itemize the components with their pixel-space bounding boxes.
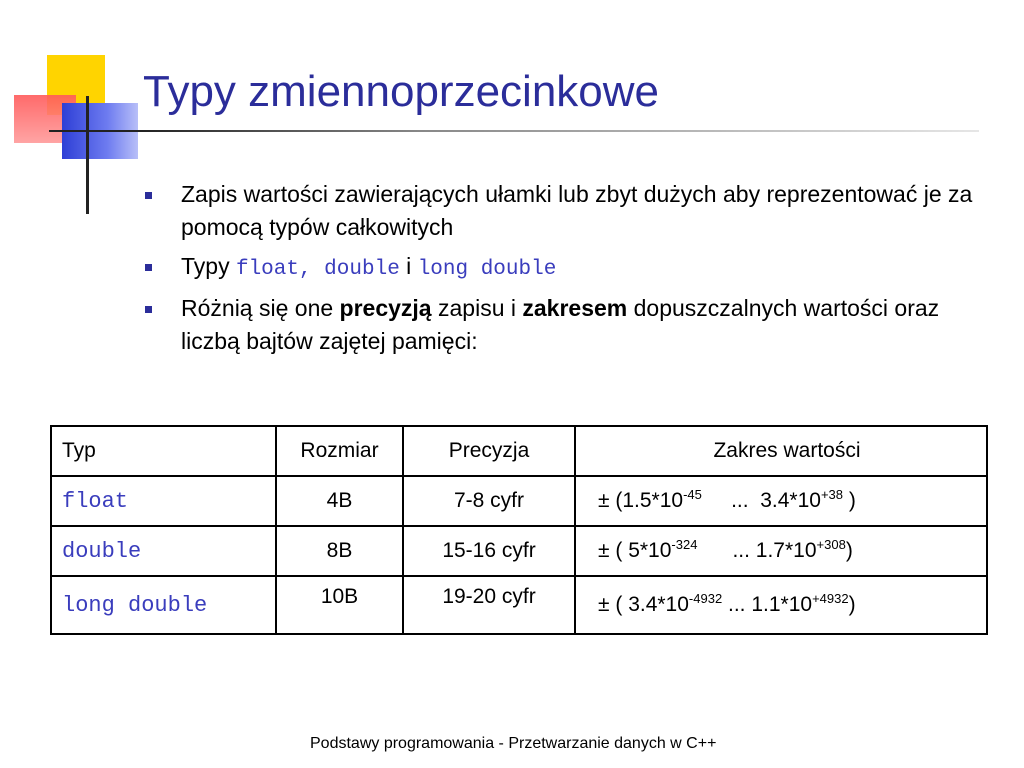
plus-minus: ± (598, 593, 610, 616)
range-cell (575, 526, 987, 576)
title-underline (49, 130, 979, 132)
deco-vertical-line (86, 96, 89, 214)
bullet-item-2 (143, 250, 983, 286)
range-min: (1.5*10 (609, 489, 684, 512)
header-cell-type: Typ (51, 426, 276, 476)
size-cell: 4B (276, 476, 403, 526)
range-close: ) (848, 593, 856, 616)
precision-cell: 7-8 cyfr (403, 476, 575, 526)
range-min-exp: -4932 (688, 591, 723, 606)
slide-title: Typy zmiennoprzecinkowe (143, 67, 660, 116)
size-cell: 8B (276, 526, 403, 576)
slide-footer: Podstawy programowania - Przetwarzanie danych w C++ (310, 735, 717, 752)
range-max-exp: +308 (816, 537, 846, 552)
table-header-row (51, 426, 987, 476)
range-min: ( 5*10 (609, 539, 672, 562)
bullet-text: Różnią się one (181, 295, 340, 321)
header-cell-size: Rozmiar (276, 426, 403, 476)
range-close: ) (845, 539, 853, 562)
decorative-logo (0, 0, 160, 220)
range-min-exp: -324 (671, 537, 698, 552)
bullet-list (143, 178, 983, 364)
bullet-text: dopuszczalnych wartości oraz liczbą bajtów zajętej pamięci: (181, 295, 940, 354)
header-cell-precision: Precyzja (403, 426, 575, 476)
bullet-item-3 (143, 292, 983, 358)
precision-cell: 15-16 cyfr (403, 526, 575, 576)
range-max: ... 1.7*10 (697, 539, 817, 562)
range-max: ... 1.1*10 (722, 593, 813, 616)
bullet-text: zapisu i (431, 295, 523, 321)
bold-range: zakresem (522, 295, 628, 321)
code-long-double: long double (417, 258, 557, 281)
range-cell (575, 476, 987, 526)
bullet-marker (145, 306, 152, 313)
plus-minus: ± (598, 489, 610, 512)
bullet-text-conj: i (399, 253, 418, 279)
header-cell-range: Zakres wartości (575, 426, 987, 476)
range-max-exp: +4932 (812, 591, 849, 606)
plus-minus: ± (598, 539, 610, 562)
range-max: ... 3.4*10 (701, 489, 821, 512)
code-float-double: float, double (235, 258, 400, 281)
bullet-text: Zapis wartości zawierających ułamki lub zbyt dużych aby reprezentować je za pomocą typów całkowitych (181, 181, 973, 240)
precision-cell: 19-20 cyfr (403, 576, 575, 634)
bullet-marker (145, 264, 152, 271)
range-min: ( 3.4*10 (609, 593, 689, 616)
size-cell: 10B (276, 576, 403, 634)
type-name: double (62, 538, 142, 564)
type-name: float (62, 488, 129, 514)
table-row (51, 476, 987, 526)
bullet-marker (145, 192, 152, 199)
range-cell (575, 576, 987, 634)
type-name: long double (62, 592, 208, 618)
bullet-text: Typy (181, 253, 236, 279)
float-types-table (50, 425, 988, 635)
table-row (51, 526, 987, 576)
bold-precision: precyzją (339, 295, 432, 321)
range-max-exp: +38 (820, 487, 844, 502)
table-row (51, 576, 987, 634)
bullet-item-1 (143, 178, 983, 244)
range-min-exp: -45 (683, 487, 702, 502)
range-close: ) (843, 489, 856, 512)
